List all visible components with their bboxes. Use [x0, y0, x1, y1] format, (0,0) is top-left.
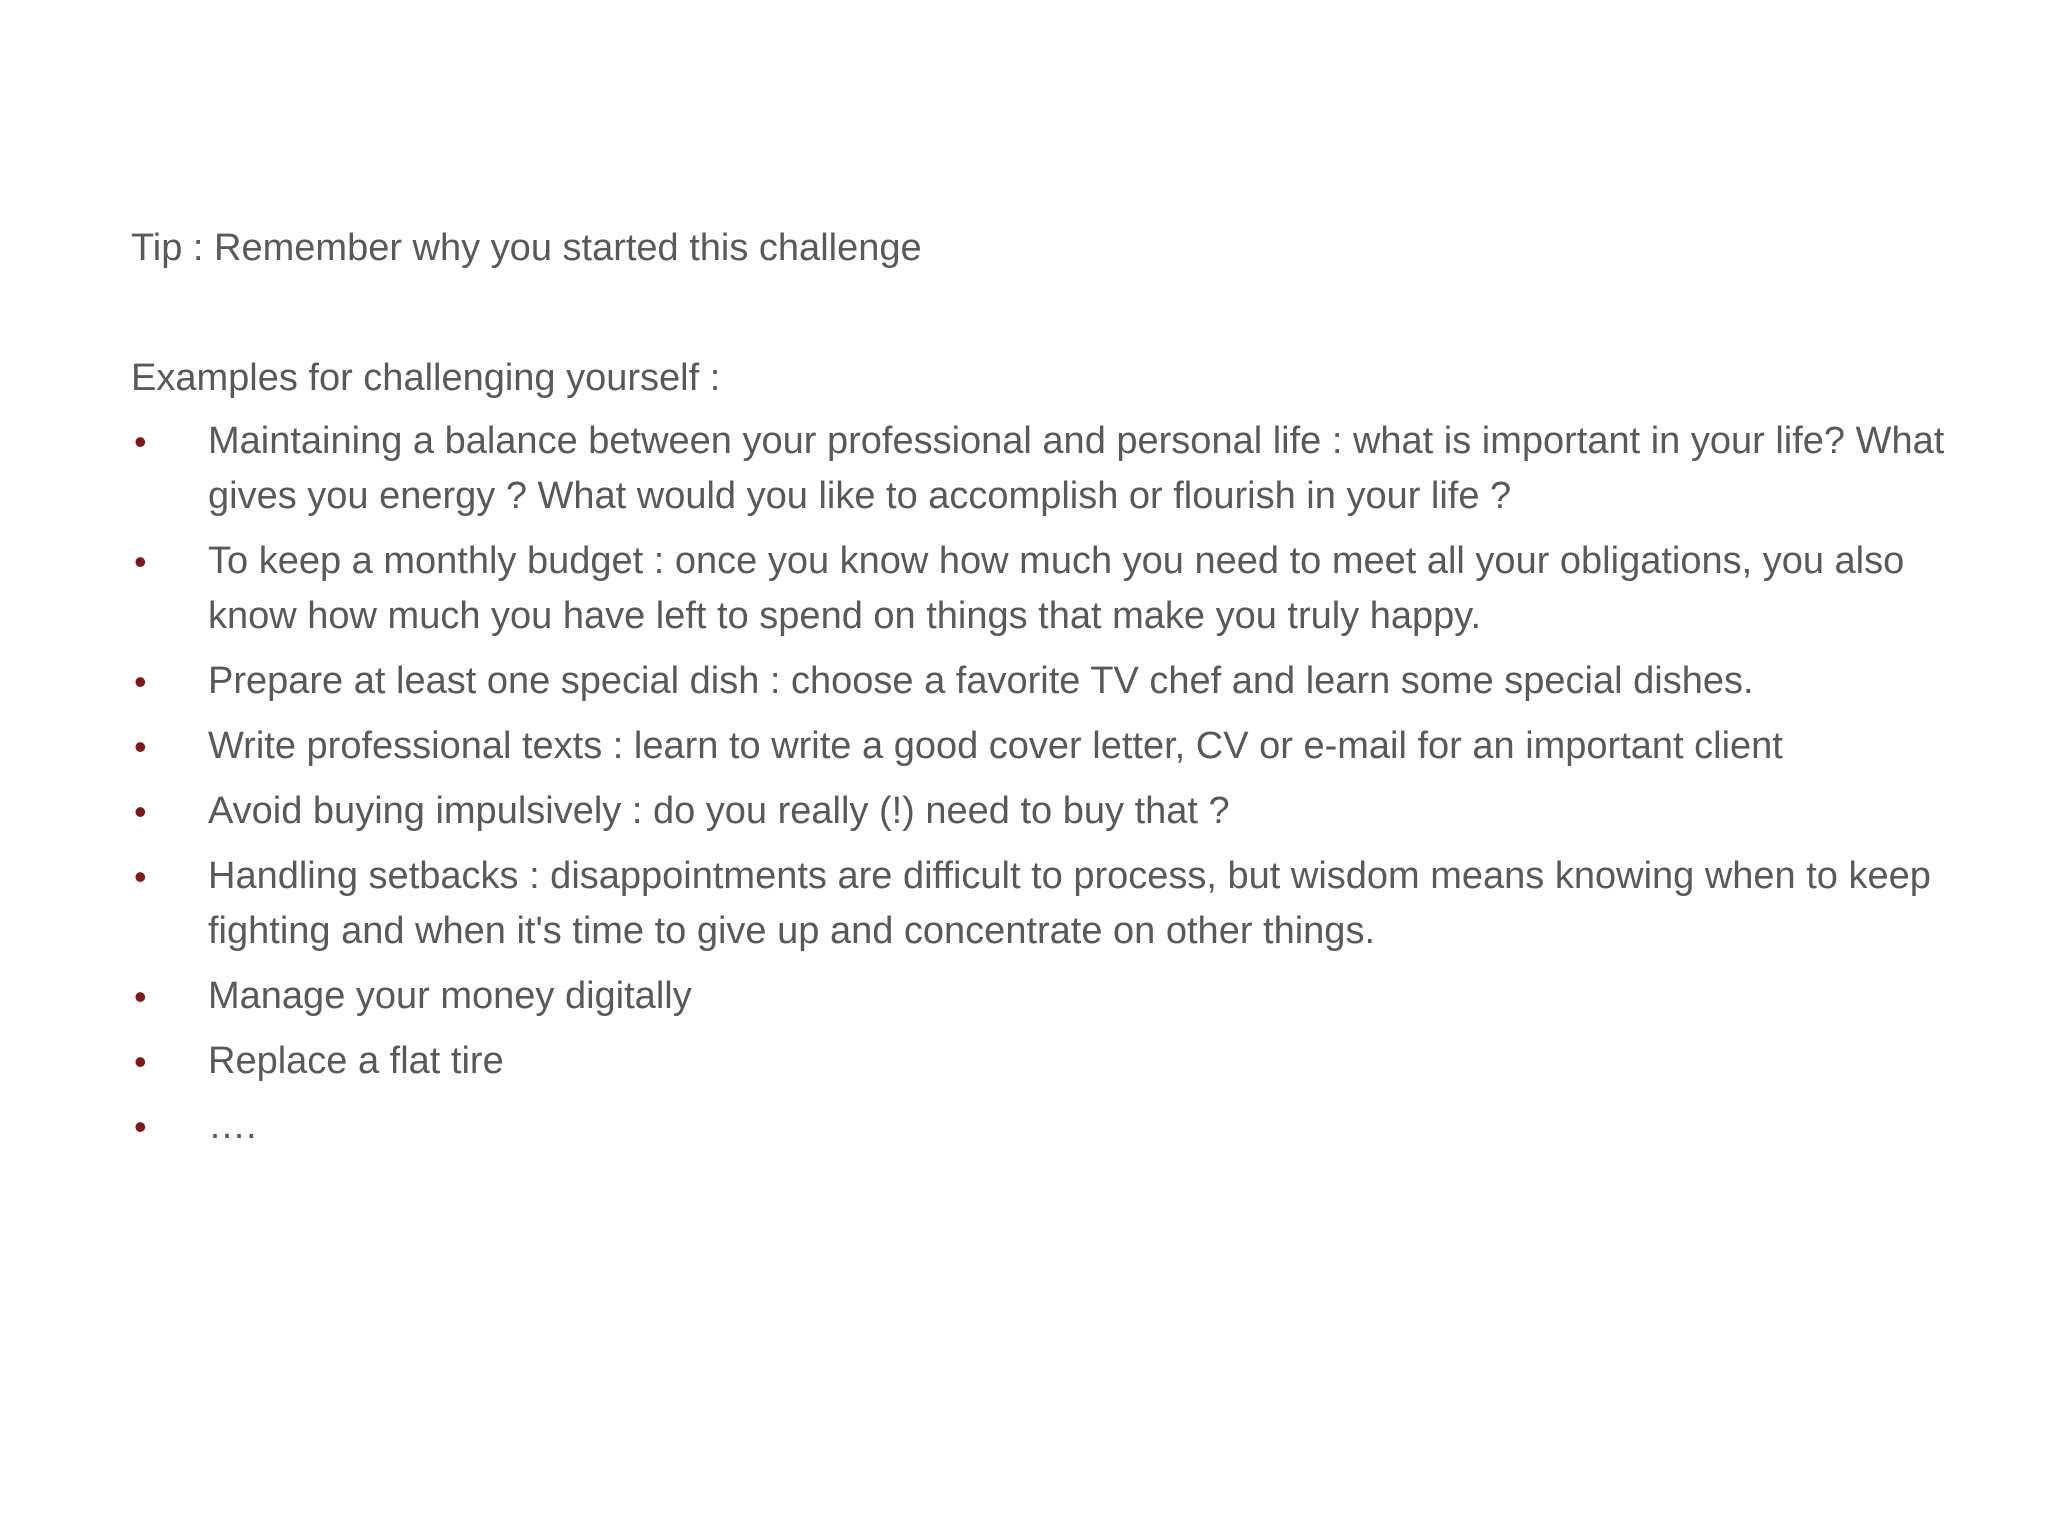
bullet-icon: •	[134, 421, 147, 462]
bullet-icon: •	[134, 661, 147, 702]
bullet-icon: •	[134, 791, 147, 832]
list-item-text: Maintaining a balance between your professional and personal life : what is important in your life? What gives you energy ? What would you like to accomplish or flourish in your life ?	[208, 420, 1945, 517]
bullet-icon: •	[134, 541, 147, 582]
list-item-text: Replace a flat tire	[208, 1040, 504, 1082]
examples-heading: Examples for challenging yourself :	[131, 357, 721, 399]
list-item	[131, 534, 1951, 644]
bullet-icon: •	[134, 976, 147, 1017]
list-item	[131, 969, 1951, 1024]
list-item	[131, 654, 1951, 709]
bullet-icon: •	[134, 726, 147, 767]
examples-list	[131, 414, 1951, 1154]
list-item	[131, 719, 1951, 774]
slide-content	[131, 222, 1951, 1164]
bullet-icon: •	[134, 856, 147, 897]
list-item-text: Avoid buying impulsively : do you really (!) need to buy that ?	[208, 790, 1230, 832]
bullet-icon: •	[134, 1041, 147, 1082]
list-item	[131, 1034, 1951, 1089]
list-item-text: Prepare at least one special dish : choose a favorite TV chef and learn some special dishes.	[208, 660, 1754, 702]
list-item-text: Handling setbacks : disappointments are difficult to process, but wisdom means knowing when to keep fighting and when it's time to give up and concentrate on other things.	[208, 855, 1931, 952]
list-item-text: Write professional texts : learn to write a good cover letter, CV or e-mail for an important client	[208, 725, 1783, 767]
list-item	[131, 1099, 1951, 1154]
list-item-text: ….	[208, 1105, 257, 1147]
bullet-icon: •	[134, 1106, 147, 1147]
list-item	[131, 849, 1951, 959]
list-item	[131, 784, 1951, 839]
list-item	[131, 414, 1951, 524]
tip-text: Tip : Remember why you started this challenge	[131, 227, 922, 269]
list-item-text: To keep a monthly budget : once you know how much you need to meet all your obligations, you also know how much you have left to spend on things that make you truly happy.	[208, 540, 1905, 637]
list-item-text: Manage your money digitally	[208, 975, 692, 1017]
